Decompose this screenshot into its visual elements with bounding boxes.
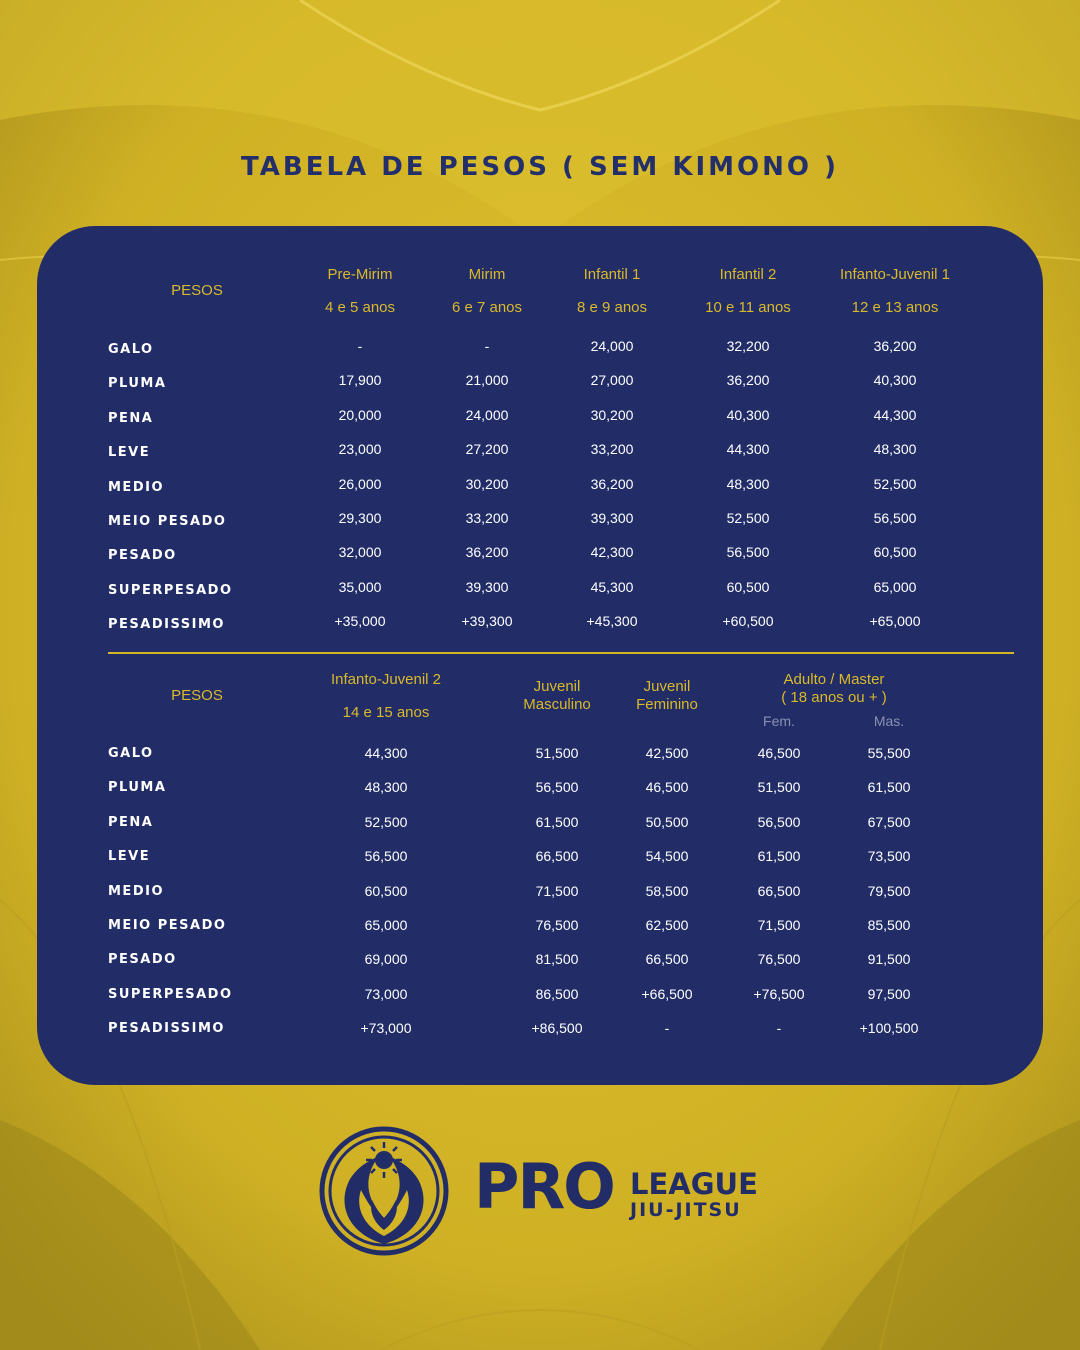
weight-value-cell: +39,300 [461, 613, 513, 630]
weight-value-cell: 30,200 [465, 475, 509, 492]
weight-category-label: GALO [108, 746, 154, 761]
weight-value-cell: 71,500 [757, 917, 801, 933]
weight-value-cell: 45,300 [590, 578, 634, 595]
weight-value-cell: +76,500 [753, 985, 805, 1002]
weight-value-cell: 35,000 [338, 578, 382, 595]
column-header-adulto-master-line2: ( 18 anos ou + ) [781, 689, 887, 706]
pesos-header-2: PESOS [171, 687, 223, 704]
weight-value-cell: 60,500 [364, 882, 408, 899]
weight-value-cell: 56,500 [873, 510, 917, 526]
weight-category-label: MEDIO [108, 479, 164, 495]
pro-league-emblem-icon [319, 1126, 449, 1256]
weight-value-cell: 65,000 [364, 917, 408, 933]
weight-value-cell: - [484, 338, 490, 354]
weight-value-cell: 55,500 [867, 745, 911, 761]
weight-value-cell: 42,300 [590, 544, 634, 561]
weight-category-label: GALO [108, 342, 154, 357]
weight-category-label: PLUMA [108, 780, 167, 796]
weight-value-cell: 56,500 [364, 848, 408, 865]
weight-value-cell: 21,000 [465, 372, 509, 389]
weight-value-cell: 58,500 [645, 882, 689, 899]
weight-value-cell: 56,500 [757, 813, 801, 830]
weight-value-cell: 46,500 [645, 779, 689, 796]
weight-value-cell: +73,000 [360, 1020, 412, 1037]
column-age-infanto-juvenil-1: 12 e 13 anos [851, 299, 939, 316]
weight-value-cell: 51,500 [757, 779, 801, 796]
weight-value-cell: +65,000 [869, 613, 921, 630]
weight-value-cell: 36,200 [873, 338, 917, 354]
weight-value-cell: 62,500 [645, 917, 689, 933]
column-header-infantil-1: Infantil 1 [583, 266, 641, 283]
weight-category-label: SUPERPESADO [108, 986, 233, 1002]
weight-value-cell: 24,000 [465, 406, 509, 423]
weight-value-cell: 27,000 [590, 372, 634, 389]
weight-category-label: PESADISSIMO [108, 617, 225, 633]
weight-value-cell: 85,500 [867, 917, 911, 933]
weight-category-label: MEIO PESADO [108, 918, 227, 933]
weight-value-cell: 52,500 [364, 813, 408, 830]
column-subheader-fem: Fem. [763, 713, 795, 729]
weight-value-cell: 27,200 [465, 441, 509, 458]
weight-value-cell: 36,200 [590, 475, 634, 492]
weight-value-cell: 33,200 [590, 441, 634, 458]
weight-value-cell: +35,000 [334, 613, 386, 630]
weight-value-cell: 52,500 [873, 475, 917, 492]
weight-value-cell: 60,500 [726, 578, 770, 595]
weight-value-cell: 67,500 [867, 813, 911, 830]
column-subheader-mas: Mas. [873, 713, 905, 729]
weight-value-cell: 23,000 [338, 441, 382, 458]
weight-value-cell: 40,300 [873, 372, 917, 389]
column-header-mirim: Mirim [468, 266, 506, 283]
weight-value-cell: 52,500 [726, 510, 770, 526]
weight-category-label: PENA [108, 814, 154, 830]
weight-category-label: SUPERPESADO [108, 582, 233, 598]
logo-league-text: LEAGUE [630, 1167, 758, 1201]
weight-value-cell: 33,200 [465, 510, 509, 526]
table-divider [108, 652, 1014, 654]
weight-value-cell: 29,300 [338, 510, 382, 526]
weight-value-cell: 36,200 [726, 372, 770, 389]
column-header-juvenil-masculino-line1: Juvenil [533, 678, 581, 695]
column-header-adulto-master-line1: Adulto / Master [783, 671, 885, 688]
weight-value-cell: 30,200 [590, 406, 634, 423]
weight-value-cell: 20,000 [338, 406, 382, 423]
weight-value-cell: 32,000 [338, 544, 382, 561]
weight-category-label: PENA [108, 410, 154, 426]
weight-value-cell: - [664, 1020, 670, 1037]
weight-value-cell: 73,500 [867, 848, 911, 865]
weight-value-cell: 44,300 [873, 406, 917, 423]
weight-value-cell: +100,500 [859, 1020, 919, 1037]
weight-value-cell: 56,500 [535, 779, 579, 796]
weight-value-cell: 79,500 [867, 882, 911, 899]
column-header-juvenil-masculino-line2: Masculino [523, 696, 591, 713]
weight-value-cell: 65,000 [873, 578, 917, 595]
weight-value-cell: 46,500 [757, 745, 801, 761]
logo-jiu-jitsu-text: JIU-JITSU [630, 1199, 742, 1221]
weight-value-cell: 48,300 [873, 441, 917, 458]
weight-value-cell: 61,500 [757, 848, 801, 865]
weight-value-cell: +45,300 [586, 613, 638, 630]
column-age-pre-mirim: 4 e 5 anos [324, 299, 396, 316]
weight-value-cell: 81,500 [535, 951, 579, 968]
weight-value-cell: 54,500 [645, 848, 689, 865]
weight-value-cell: 42,500 [645, 745, 689, 761]
weight-value-cell: 17,900 [338, 372, 382, 389]
weight-value-cell: 97,500 [867, 985, 911, 1002]
weight-value-cell: - [776, 1020, 782, 1037]
weight-value-cell: 76,500 [535, 917, 579, 933]
weight-value-cell: 66,500 [535, 848, 579, 865]
page-title: TABELA DE PESOS ( SEM KIMONO ) [241, 152, 839, 182]
weight-value-cell: 69,000 [364, 951, 408, 968]
weight-value-cell: 32,200 [726, 338, 770, 354]
weight-value-cell: 71,500 [535, 882, 579, 899]
column-header-juvenil-feminino-line1: Juvenil [643, 678, 691, 695]
weight-value-cell: 44,300 [364, 745, 408, 761]
weight-value-cell: +60,500 [722, 613, 774, 630]
weight-value-cell: 48,300 [364, 779, 408, 796]
weight-category-label: MEDIO [108, 883, 164, 899]
weight-category-label: PESADO [108, 952, 177, 968]
weight-value-cell: 76,500 [757, 951, 801, 968]
weight-value-cell: 66,500 [645, 951, 689, 968]
weight-value-cell: 91,500 [867, 951, 911, 968]
weight-category-label: LEVE [108, 445, 151, 461]
weight-value-cell: 56,500 [726, 544, 770, 561]
weight-value-cell: 61,500 [867, 779, 911, 796]
weight-category-label: LEVE [108, 849, 151, 865]
weight-value-cell: 61,500 [535, 813, 579, 830]
weight-value-cell: 24,000 [590, 338, 634, 354]
weight-value-cell: 50,500 [645, 813, 689, 830]
column-header-juvenil-feminino-line2: Feminino [636, 696, 698, 713]
pesos-header: PESOS [171, 282, 223, 299]
weight-category-label: PESADO [108, 548, 177, 564]
column-header-infanto-juvenil-1: Infanto-Juvenil 1 [839, 266, 951, 283]
weight-value-cell: 26,000 [338, 475, 382, 492]
weight-value-cell: 40,300 [726, 406, 770, 423]
weight-value-cell: 66,500 [757, 882, 801, 899]
column-age-infantil-1: 8 e 9 anos [576, 299, 648, 316]
column-age-mirim: 6 e 7 anos [451, 299, 523, 316]
column-header-infantil-2: Infantil 2 [719, 266, 777, 283]
weight-value-cell: +86,500 [531, 1020, 583, 1037]
logo-pro-text: PRO [474, 1150, 614, 1223]
weight-value-cell: 39,300 [465, 578, 509, 595]
weight-value-cell: +66,500 [641, 985, 693, 1002]
weight-category-label: MEIO PESADO [108, 514, 227, 529]
column-header-infanto-juvenil-2: Infanto-Juvenil 2 [330, 671, 442, 688]
weight-value-cell: 51,500 [535, 745, 579, 761]
weight-value-cell: 44,300 [726, 441, 770, 458]
weight-value-cell: 73,000 [364, 985, 408, 1002]
weight-value-cell: 36,200 [465, 544, 509, 561]
weight-value-cell: 39,300 [590, 510, 634, 526]
column-header-pre-mirim: Pre-Mirim [327, 266, 393, 283]
weight-category-label: PLUMA [108, 376, 167, 392]
weight-value-cell: 60,500 [873, 544, 917, 561]
column-age-infantil-2: 10 e 11 anos [705, 299, 791, 316]
weight-category-label: PESADISSIMO [108, 1021, 225, 1037]
weight-value-cell: 86,500 [535, 985, 579, 1002]
weight-value-cell: 48,300 [726, 475, 770, 492]
column-age-infanto-juvenil-2: 14 e 15 anos [342, 704, 430, 721]
weight-value-cell: - [357, 338, 363, 354]
